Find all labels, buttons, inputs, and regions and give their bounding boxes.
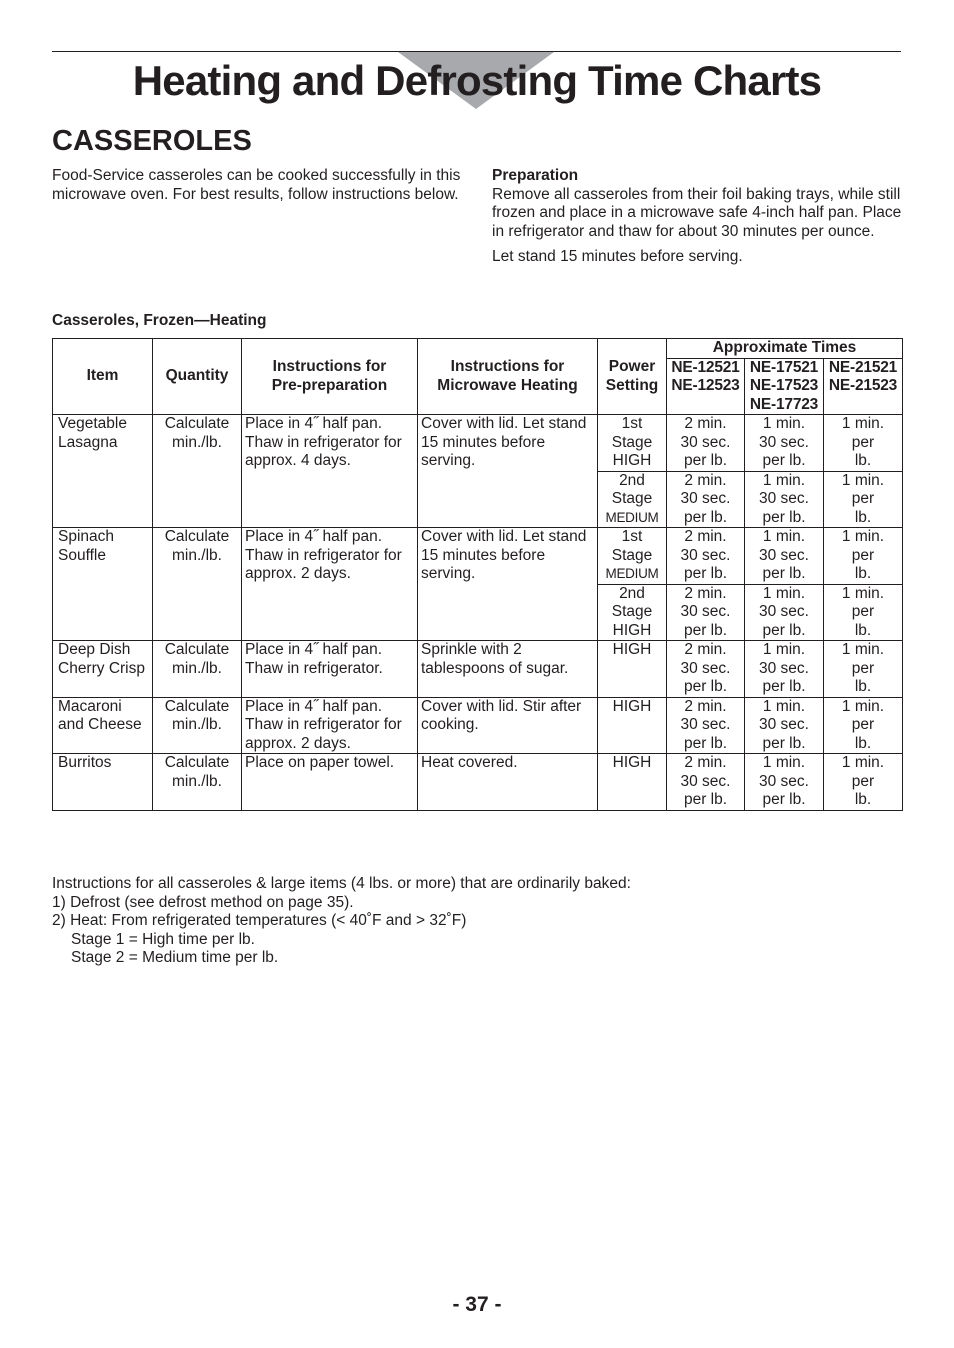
preparation-text: Remove all casseroles from their foil baking trays, while still frozen and place in a microwave safe 4-inch half pan. Place in refrigerator and thaw for about 30 minutes per ounce. [492,185,902,240]
cell-heating: Cover with lid. Let stand 15 minutes before serving. [418,528,598,641]
header-item: Item [53,339,153,415]
power-level: HIGH [612,452,652,469]
footnote-stage-1: Stage 1 = High time per lb. [71,930,255,948]
footnote-lead: Instructions for all casseroles & large items (4 lbs. or more) that are ordinarily baked: [52,875,631,892]
cell-item: Macaroni and Cheese [53,697,153,754]
cell-time-model-c: 1 min. per lb. [824,584,903,641]
table-row [53,641,903,698]
header-pre-preparation [242,339,418,415]
cell-time-model-c: 1 min. per lb. [824,641,903,698]
cell-time-model-a: 2 min. 30 sec. per lb. [667,641,745,698]
cell-power [598,528,667,585]
footnote-step-2: 2) Heat: From refrigerated temperatures (< 40˚F and > 32˚F) [52,912,467,930]
cell-power [598,471,667,528]
header-power-line1: Power [608,358,656,375]
power-level: MEDIUM [605,509,659,525]
cell-item: Vegetable Lasagna [53,415,153,528]
cell-pre-preparation: Place in 4˝ half pan. Thaw in refrigerator for approx. 2 days. [242,528,418,641]
cell-pre-preparation: Place in 4˝ half pan. Thaw in refrigerator for approx. 2 days. [242,697,418,754]
model-b-line2: NE-17523 [749,377,819,394]
power-stage-num: 1st [621,528,643,545]
header-model-b [745,358,824,415]
cell-time-model-a: 2 min. 30 sec. per lb. [667,697,745,754]
footnote-step-1: 1) Defrost (see defrost method on page 35). [52,893,354,911]
footnote-stage-2: Stage 2 = Medium time per lb. [71,949,279,967]
cell-heating: Cover with lid. Let stand 15 minutes before serving. [418,415,598,528]
power-stage-word: Stage [611,603,653,620]
cell-quantity: Calculate min./lb. [153,415,242,528]
header-model-a [667,358,745,415]
header-power-setting [598,339,667,415]
cell-time-model-b: 1 min. 30 sec. per lb. [745,471,824,528]
cell-time-model-c: 1 min. per lb. [824,528,903,585]
cell-item: Spinach Souffle [53,528,153,641]
header-model-c [824,358,903,415]
preparation-heading: Preparation [492,167,579,184]
cell-time-model-a: 2 min. 30 sec. per lb. [667,584,745,641]
cell-time-model-a: 2 min. 30 sec. per lb. [667,415,745,472]
preparation-stand-text: Let stand 15 minutes before serving. [492,248,743,266]
cell-time-model-b: 1 min. 30 sec. per lb. [745,415,824,472]
header-approximate-times: Approximate Times [667,339,903,359]
header-microwave-heating [418,339,598,415]
cell-quantity: Calculate min./lb. [153,697,242,754]
header-microwave-heating-line2: Microwave Heating [437,376,578,394]
table-row [53,754,903,811]
cell-power: HIGH [598,754,667,811]
table-row [53,528,903,585]
power-level: HIGH [612,621,652,639]
cell-heating: Heat covered. [418,754,598,811]
table-row [53,697,903,754]
model-c-line2: NE-21523 [828,377,898,394]
table-caption: Casseroles, Frozen—Heating [52,312,267,329]
model-a-line2: NE-12523 [671,377,740,394]
page-title: Heating and Defrosting Time Charts [132,57,822,104]
preparation-block [492,167,904,267]
model-b-line3: NE-17723 [749,395,819,413]
cell-item: Deep Dish Cherry Crisp [53,641,153,698]
cell-item: Burritos [53,754,153,811]
cell-pre-preparation: Place in 4˝ half pan. Thaw in refrigerator. [242,641,418,698]
casseroles-heating-table [52,338,903,811]
power-stage-num: 2nd [619,471,645,489]
cell-quantity: Calculate min./lb. [153,754,242,811]
cell-power: HIGH [598,697,667,754]
power-level: MEDIUM [605,566,659,581]
cell-time-model-b: 1 min. 30 sec. per lb. [745,584,824,641]
table-row [53,415,903,472]
cell-pre-preparation: Place in 4˝ half pan. Thaw in refrigerator for approx. 4 days. [242,415,418,528]
cell-time-model-a: 2 min. 30 sec. per lb. [667,528,745,585]
cell-power [598,584,667,641]
cell-time-model-b: 1 min. 30 sec. per lb. [745,697,824,754]
header-pre-preparation-line2: Pre-preparation [271,376,388,394]
footnotes [52,875,902,968]
page-number: - 37 - [452,1293,502,1316]
header-pre-preparation-line1: Instructions for [272,358,387,375]
cell-time-model-a: 2 min. 30 sec. per lb. [667,754,745,811]
cell-quantity: Calculate min./lb. [153,528,242,641]
cell-quantity: Calculate min./lb. [153,641,242,698]
cell-heating: Sprinkle with 2 tablespoons of sugar. [418,641,598,698]
power-stage-word: Stage [611,546,653,564]
cell-pre-preparation: Place on paper towel. [242,754,418,811]
cell-time-model-c: 1 min. per lb. [824,471,903,528]
power-stage-num: 2nd [619,584,645,602]
cell-heating: Cover with lid. Stir after cooking. [418,697,598,754]
power-stage-word: Stage [611,490,653,507]
power-stage-word: Stage [611,433,653,451]
cell-power: HIGH [598,641,667,698]
header-quantity: Quantity [153,339,242,415]
header-microwave-heating-line1: Instructions for [450,358,565,375]
header-power-line2: Setting [605,376,659,394]
cell-time-model-b: 1 min. 30 sec. per lb. [745,528,824,585]
cell-time-model-b: 1 min. 30 sec. per lb. [745,641,824,698]
intro-text: Food-Service casseroles can be cooked successfully in this microwave oven. For best results, follow instructions below. [52,167,461,203]
section-title: CASSEROLES [52,125,252,157]
cell-time-model-a: 2 min. 30 sec. per lb. [667,471,745,528]
cell-time-model-c: 1 min. per lb. [824,697,903,754]
cell-time-model-c: 1 min. per lb. [824,754,903,811]
cell-time-model-c: 1 min. per lb. [824,415,903,472]
cell-power [598,415,667,472]
model-a-line1: NE-12521 [671,358,740,376]
power-stage-num: 1st [621,415,643,432]
model-b-line1: NE-17521 [749,358,819,376]
model-c-line1: NE-21521 [828,358,898,376]
cell-time-model-b: 1 min. 30 sec. per lb. [745,754,824,811]
